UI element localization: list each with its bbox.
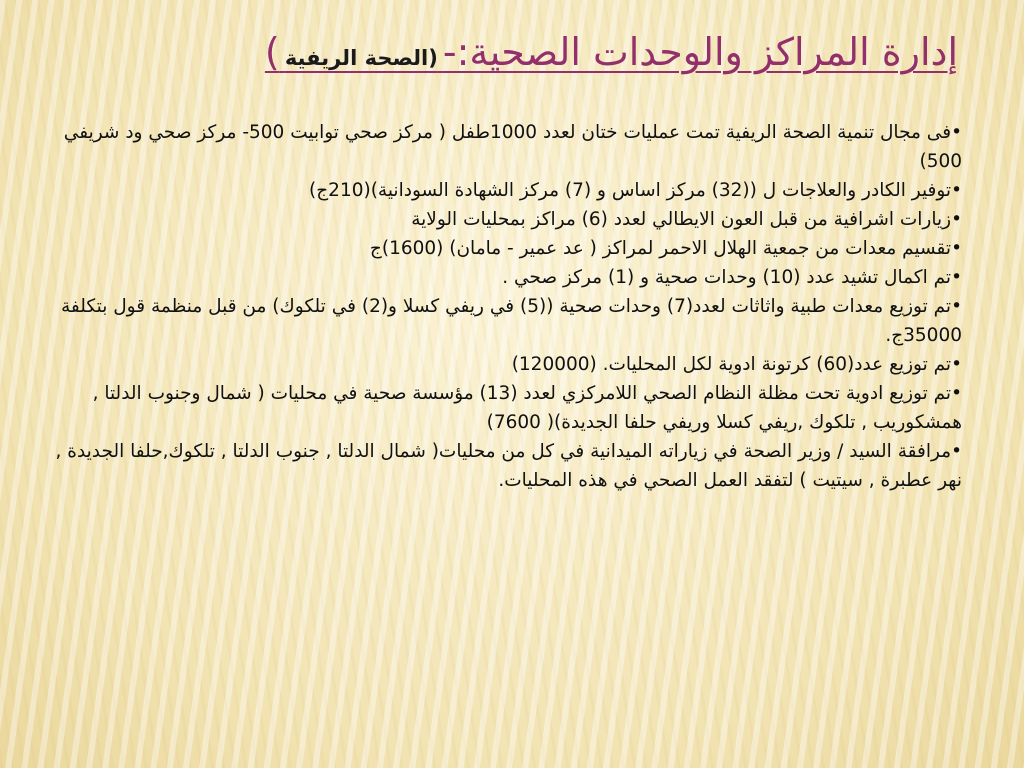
- bullet-text: فى مجال تنمية الصحة الريفية تمت عمليات ختان لعدد 1000طفل ( مركز صحي توابيت 500- مركز صحي ود شريفي 500): [63, 122, 962, 172]
- bullet-paragraph: [38, 176, 962, 205]
- bullet-text: تم توزيع عدد(60) كرتونة ادوية لكل المحليات. (120000): [511, 354, 952, 375]
- bullet-paragraph: [38, 118, 962, 176]
- bullet-paragraph: [38, 292, 962, 350]
- bullet-paragraph: [38, 379, 962, 437]
- bullet-marker: •: [951, 238, 962, 259]
- bullet-marker: •: [951, 296, 962, 317]
- slide-body: [38, 118, 962, 495]
- bullet-paragraph: [38, 437, 962, 495]
- bullet-marker: •: [951, 180, 962, 201]
- bullet-marker: •: [951, 209, 962, 230]
- bullet-marker: •: [951, 441, 962, 462]
- bullet-text: تم توزيع معدات طبية واثاثات لعدد(7) وحدات صحية ((5) في ريفي كسلا و(2) في تلكوك) من قبل منظمة قول بتكلفة 35000ج.: [61, 296, 962, 346]
- slide-title: [60, 30, 958, 74]
- bullet-text: توفير الكادر والعلاجات ل ((32) مركز اساس و (7) مركز الشهادة السودانية)(210ج): [309, 180, 952, 201]
- bullet-text: تم اكمال تشيد عدد (10) وحدات صحية و (1) مركز صحي .: [502, 267, 952, 288]
- bullet-paragraph: [38, 350, 962, 379]
- bullet-marker: •: [951, 267, 962, 288]
- bullet-marker: •: [951, 354, 962, 375]
- title-bracket: ): [264, 30, 280, 74]
- bullet-paragraph: [38, 234, 962, 263]
- title-main: إدارة المراكز والوحدات الصحية:-: [442, 30, 958, 74]
- bullet-text: تم توزيع ادوية تحت مظلة النظام الصحي اللامركزي لعدد (13) مؤسسة صحية في محليات ( شمال وجنوب الدلتا , همشكوريب , تلكوك ,ريفي كسلا وريفي حلفا الجديدة)( 7600): [92, 383, 962, 433]
- bullet-paragraph: [38, 205, 962, 234]
- bullet-marker: •: [951, 122, 962, 143]
- bullet-text: زيارات اشرافية من قبل العون الايطالي لعدد (6) مراكز بمحليات الولاية: [411, 209, 952, 230]
- bullet-marker: •: [951, 383, 962, 404]
- title-sub: (الصحة الريفية: [284, 46, 438, 70]
- bullet-text: تقسيم معدات من جمعية الهلال الاحمر لمراكز ( عد عمير - مامان) (1600)ج: [369, 238, 952, 259]
- bullet-paragraph: [38, 263, 962, 292]
- bullet-text: مرافقة السيد / وزير الصحة في زياراته الميدانية في كل من محليات( شمال الدلتا , جنوب الدلتا , تلكوك,حلفا الجديدة , نهر عطبرة , سيتيت ) لتفقد العمل الصحي في هذه المحليات.: [55, 441, 962, 491]
